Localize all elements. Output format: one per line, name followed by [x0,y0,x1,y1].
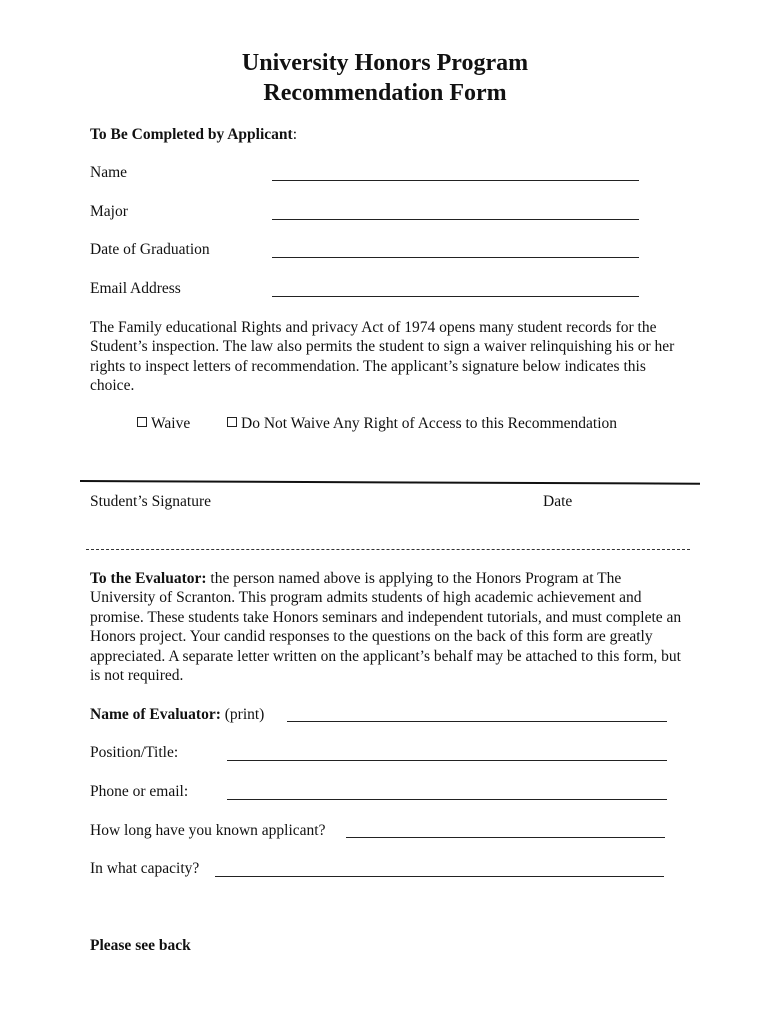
waive-option[interactable] [137,414,190,433]
name-field[interactable] [272,180,639,181]
graduation-label: Date of Graduation [90,241,210,258]
evaluator-name-bold: Name of Evaluator: [90,706,221,723]
position-label: Position/Title: [90,744,179,761]
major-label: Major [90,203,128,220]
applicant-section-colon: : [292,126,297,143]
see-back-note: Please see back [90,937,191,954]
applicant-section-label: To Be Completed by Applicant [90,126,293,143]
not-waive-checkbox[interactable] [227,417,237,427]
position-field[interactable] [227,760,667,761]
privacy-paragraph: The Family educational Rights and privacy Act of 1974 opens many student records for the Student’s inspection. The law also permits the student to sign a waiver relinquishing his or her rights to inspect letters of recommendation. The applicant’s signature below indicates this choice. [90,319,675,395]
evaluator-name-field[interactable] [287,721,667,722]
evaluator-name-label [90,705,264,724]
name-label: Name [90,164,128,181]
form-title-line2: Recommendation Form [263,80,507,106]
how-long-field[interactable] [346,837,665,838]
capacity-field[interactable] [215,876,664,877]
email-label: Email Address [90,280,181,297]
signature-line[interactable] [80,480,700,485]
signature-label: Student’s Signature [90,493,211,510]
email-field[interactable] [272,296,639,297]
cut-line-divider [86,549,690,550]
not-waive-option[interactable] [227,414,617,433]
form-title-line1: University Honors Program [241,50,529,76]
waive-checkbox[interactable] [137,417,147,427]
not-waive-label: Do Not Waive Any Right of Access to this Recommendation [241,415,618,432]
evaluator-intro-heading: To the Evaluator: [90,570,207,587]
evaluator-intro-paragraph [90,569,686,685]
evaluator-intro-text: the person named above is applying to the Honors Program at The University of Scranton. This program admits students of high academic achievement and promise. These students take Honors seminars and independent tutorials, and must complete an Honors project. Your candid responses to the questions on the back of this form are greatly appreciated. A separate letter written on the applicant’s behalf may be attached to this form, but is not required. [90,570,682,685]
applicant-section-heading [90,125,297,144]
evaluator-name-print: (print) [220,706,265,723]
major-field[interactable] [272,219,639,220]
how-long-label: How long have you known applicant? [90,822,326,839]
date-label: Date [543,493,573,510]
waive-label: Waive [151,415,191,432]
capacity-label: In what capacity? [90,860,200,877]
graduation-field[interactable] [272,257,639,258]
phone-field[interactable] [227,799,667,800]
phone-label: Phone or email: [90,783,189,800]
